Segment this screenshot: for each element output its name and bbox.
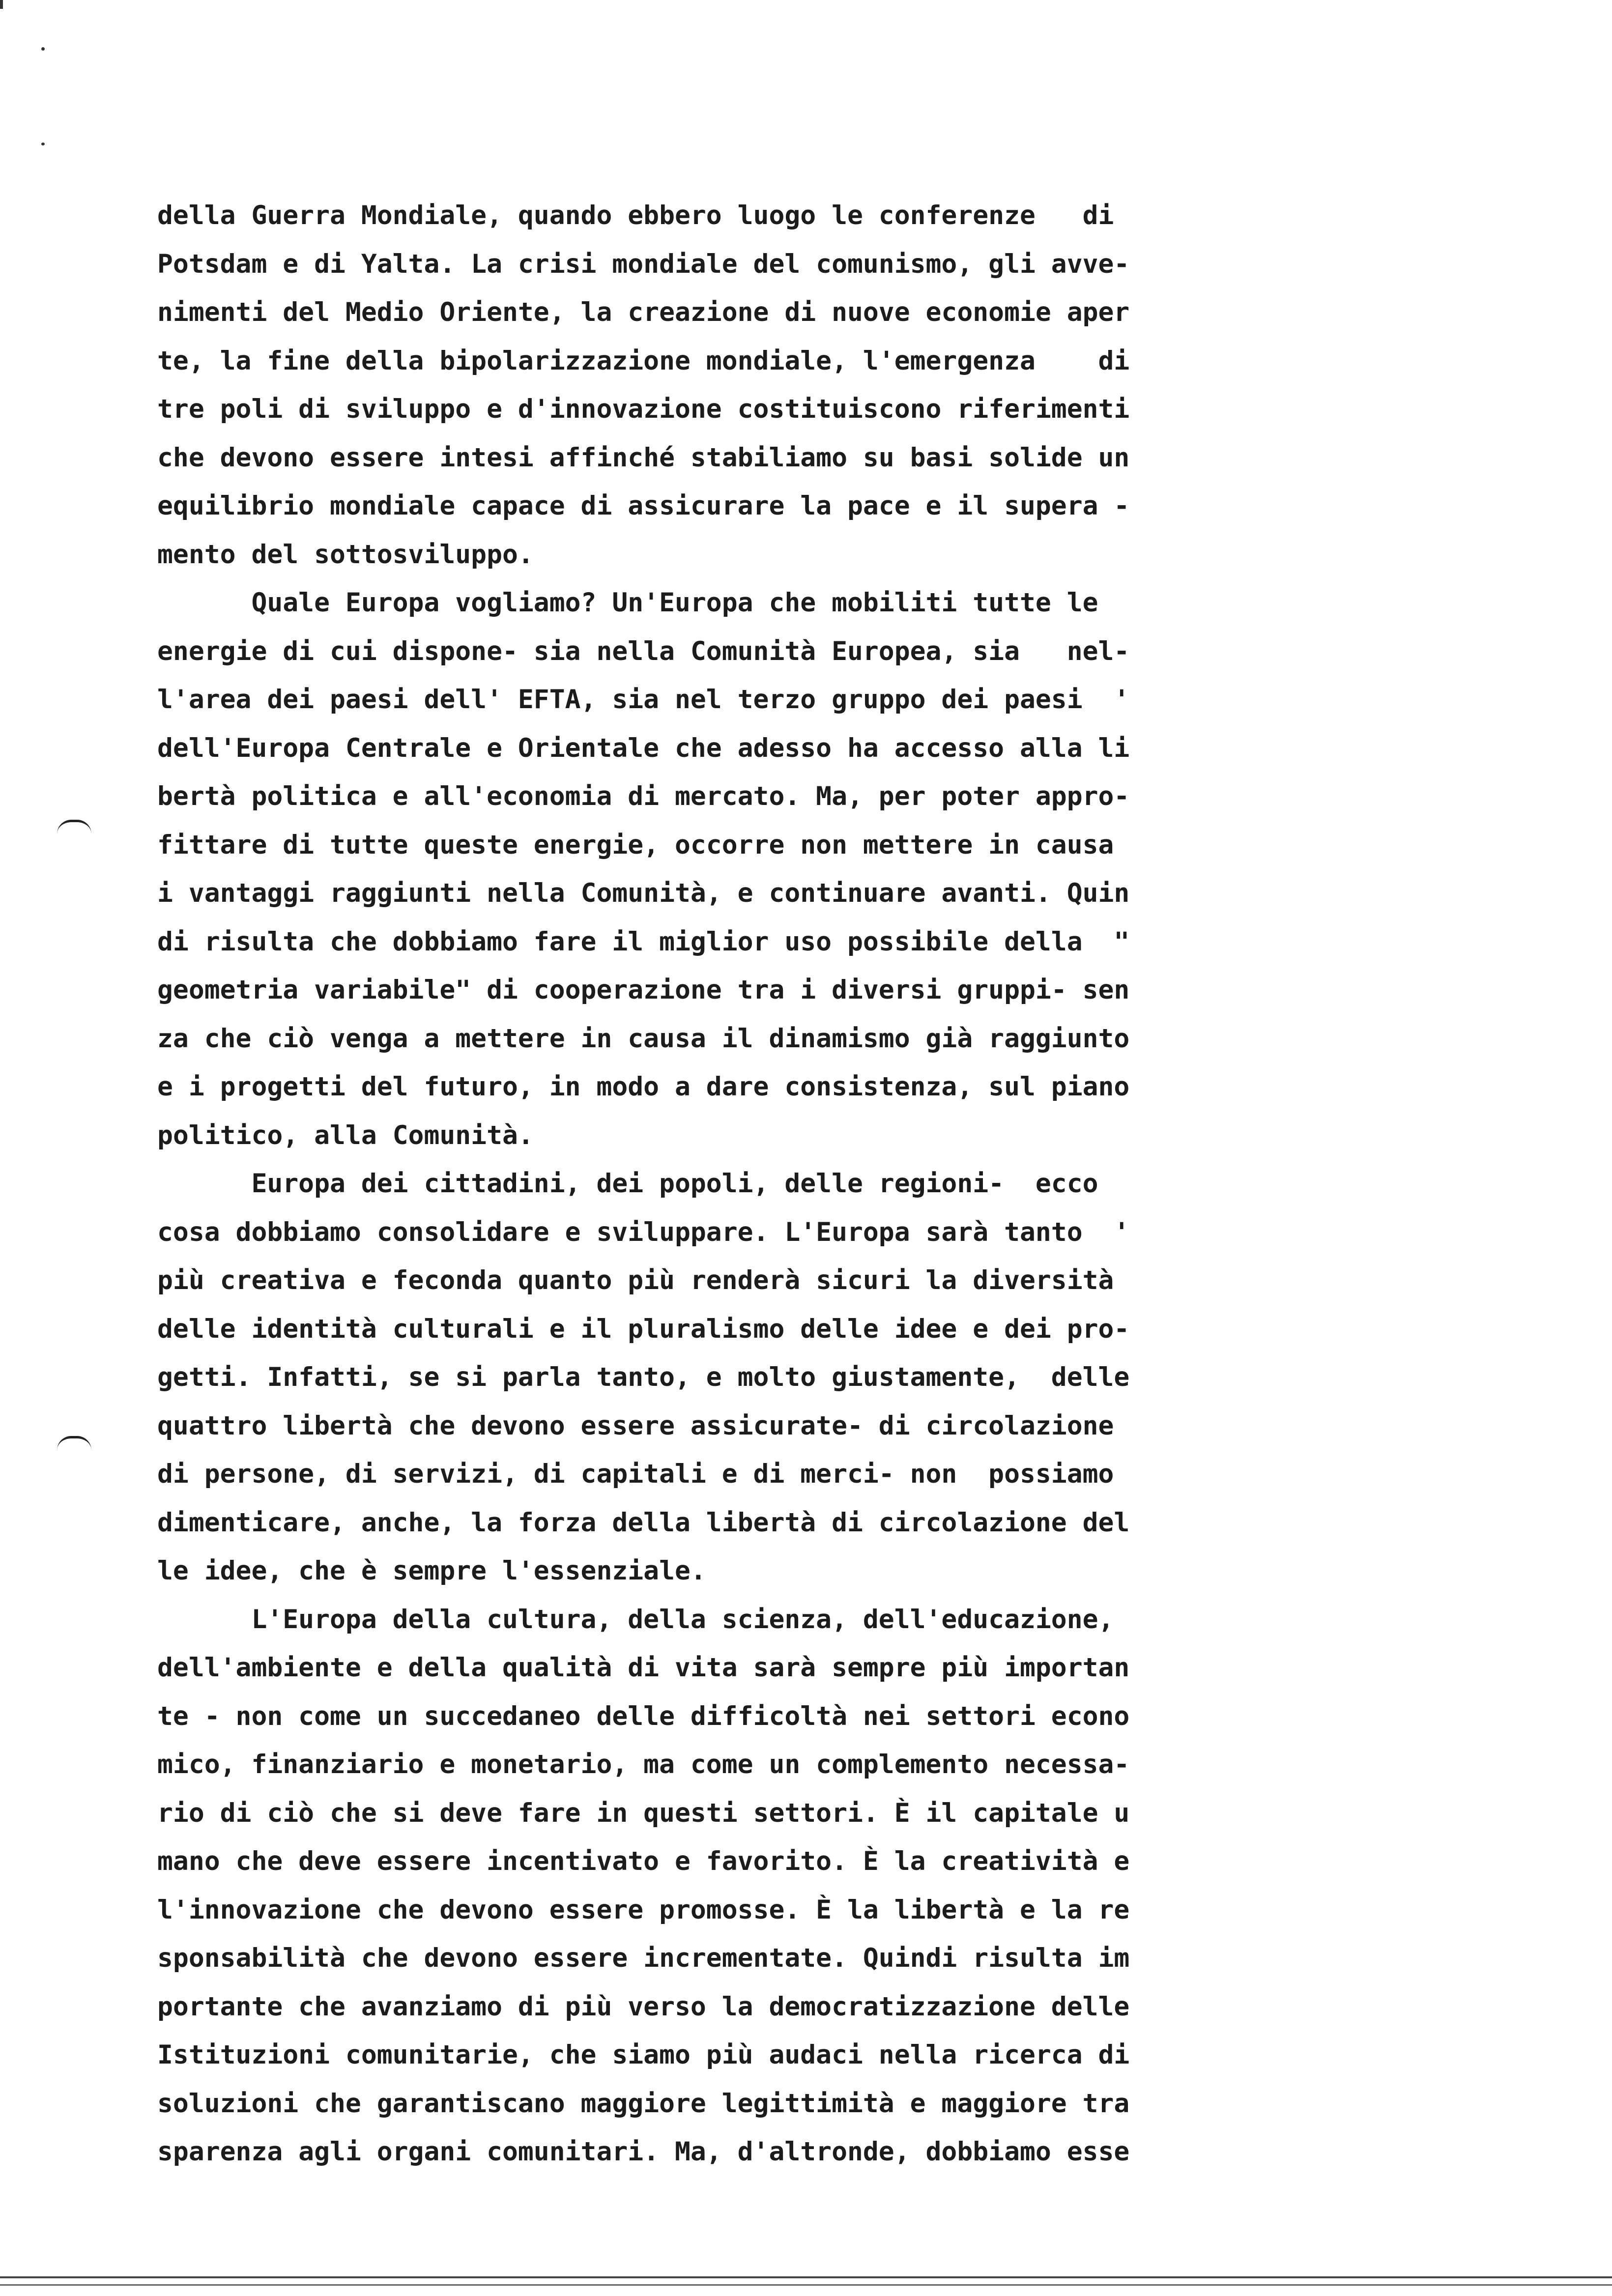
text-line: bertà politica e all'economia di mercato. Ma, per poter appro- xyxy=(157,781,1130,811)
text-line: equilibrio mondiale capace di assicurare la pace e il supera - xyxy=(157,491,1130,521)
text-line: L'Europa della cultura, della scienza, dell'educazione, xyxy=(157,1604,1114,1635)
text-line: delle identità culturali e il pluralismo delle idee e dei pro- xyxy=(157,1314,1130,1344)
text-line: mento del sottosviluppo. xyxy=(157,539,534,570)
scan-bottom-edge xyxy=(0,2276,1612,2278)
text-line: Quale Europa vogliamo? Un'Europa che mobiliti tutte le xyxy=(157,588,1098,618)
text-line: mico, finanziario e monetario, ma come un complemento necessa- xyxy=(157,1750,1130,1779)
text-line: che devono essere intesi affinché stabiliamo su basi solide un xyxy=(157,442,1130,473)
scan-speck xyxy=(41,47,45,51)
text-line: rio di ciò che si deve fare in questi settori. È il capitale u xyxy=(157,1798,1130,1828)
text-line: più creativa e feconda quanto più renderà sicuri la diversità xyxy=(157,1265,1114,1295)
text-line: l'innovazione che devono essere promosse. È la libertà e la re xyxy=(157,1894,1130,1925)
text-line: i vantaggi raggiunti nella Comunità, e continuare avanti. Quin xyxy=(157,878,1130,908)
text-line: geometria variabile" di cooperazione tra i diversi gruppi- sen xyxy=(157,975,1130,1005)
text-line: te, la fine della bipolarizzazione mondiale, l'emergenza di xyxy=(157,345,1130,376)
text-line: Potsdam e di Yalta. La crisi mondiale del comunismo, gli avve- xyxy=(157,249,1130,279)
text-line: cosa dobbiamo consolidare e sviluppare. L'Europa sarà tanto ' xyxy=(157,1217,1130,1247)
text-line: te - non come un succedaneo delle difficoltà nei settori econo xyxy=(157,1701,1130,1731)
text-line: tre poli di sviluppo e d'innovazione costituiscono riferimenti xyxy=(157,394,1130,424)
text-line: soluzioni che garantiscano maggiore legittimità e maggiore tra xyxy=(157,2088,1130,2119)
margin-mark xyxy=(57,820,91,834)
text-line: sparenza agli organi comunitari. Ma, d'altronde, dobbiamo esse xyxy=(157,2137,1130,2167)
typed-text xyxy=(157,192,1435,2177)
text-line: portante che avanziamo di più verso la democratizzazione delle xyxy=(157,1991,1130,2022)
text-line: sponsabilità che devono essere incrementate. Quindi risulta im xyxy=(157,1943,1130,1973)
scan-bottom-edge xyxy=(0,2284,1612,2286)
text-line: quattro libertà che devono essere assicurate- di circolazione xyxy=(157,1410,1114,1441)
scan-speck xyxy=(41,143,45,145)
text-line: l'area dei paesi dell' EFTA, sia nel terzo gruppo dei paesi ' xyxy=(157,685,1130,715)
text-line: getti. Infatti, se si parla tanto, e molto giustamente, delle xyxy=(157,1362,1130,1392)
text-line: dell'Europa Centrale e Orientale che adesso ha accesso alla li xyxy=(157,733,1130,763)
text-line: za che ciò venga a mettere in causa il dinamismo già raggiunto xyxy=(157,1023,1130,1054)
text-line: fittare di tutte queste energie, occorre non mettere in causa xyxy=(157,830,1114,860)
text-line: dell'ambiente e della qualità di vita sarà sempre più importan xyxy=(157,1653,1130,1683)
text-line: politico, alla Comunità. xyxy=(157,1120,534,1150)
text-line: e i progetti del futuro, in modo a dare consistenza, sul piano xyxy=(157,1072,1130,1102)
text-line: nimenti del Medio Oriente, la creazione di nuove economie aper xyxy=(157,297,1130,327)
text-line: di persone, di servizi, di capitali e di merci- non possiamo xyxy=(157,1459,1114,1489)
text-line: di risulta che dobbiamo fare il miglior uso possibile della " xyxy=(157,926,1130,957)
text-line: le idee, che è sempre l'essenziale. xyxy=(157,1556,706,1586)
text-line: Istituzioni comunitarie, che siamo più audaci nella ricerca di xyxy=(157,2040,1130,2070)
text-line: mano che deve essere incentivato e favorito. È la creatività e xyxy=(157,1846,1130,1876)
text-line: Europa dei cittadini, dei popoli, delle regioni- ecco xyxy=(157,1169,1098,1199)
text-line: della Guerra Mondiale, quando ebbero luogo le conferenze di xyxy=(157,201,1114,230)
text-line: dimenticare, anche, la forza della libertà di circolazione del xyxy=(157,1507,1130,1538)
text-line: energie di cui dispone- sia nella Comunità Europea, sia nel- xyxy=(157,636,1130,666)
margin-mark xyxy=(57,1436,91,1450)
scan-corner-mark xyxy=(0,0,3,9)
